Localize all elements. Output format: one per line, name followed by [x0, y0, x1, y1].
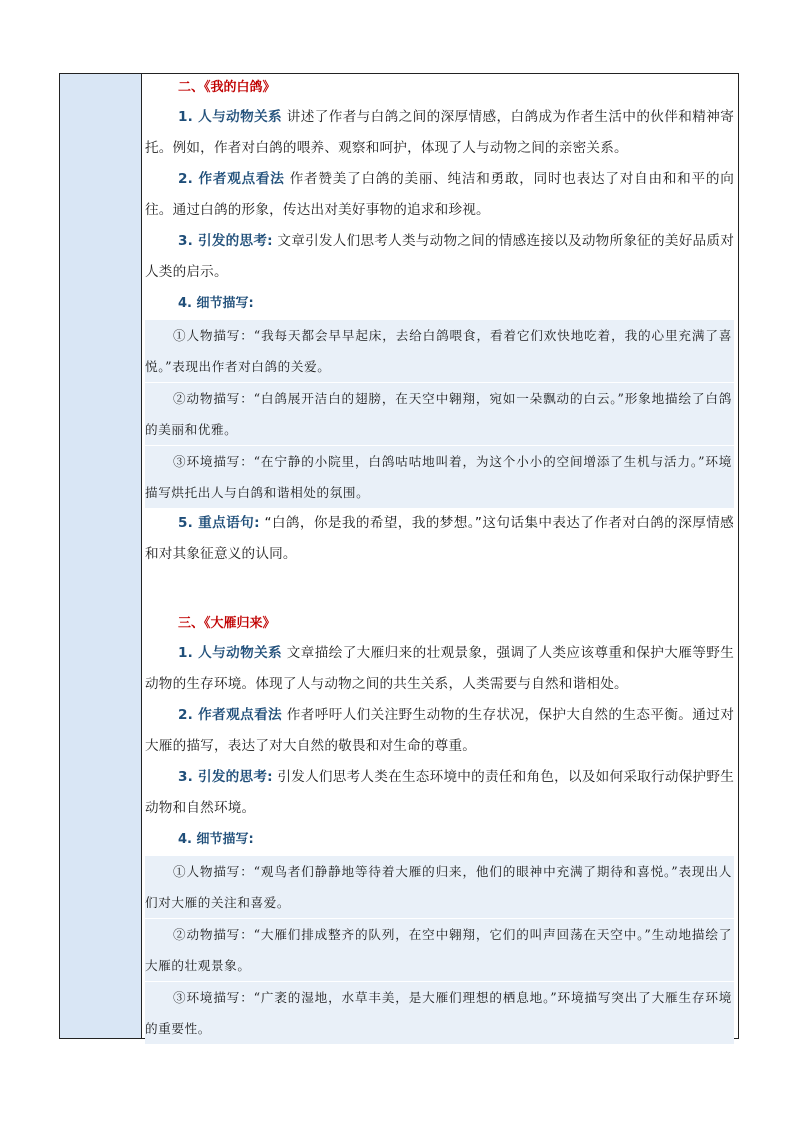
- label-key-sentence: 5. 重点语句:: [178, 515, 260, 531]
- document-table: [59, 73, 739, 1039]
- text-author-view: 作者呼吁人们关注野生动物的生存状况，保护大自然的生态平衡。通过对大雁的描写，表达了对大自然的敬畏和对生命的尊重。: [145, 707, 735, 754]
- label-author-view: 2. 作者观点看法: [178, 171, 285, 187]
- label-relationship: 1. 人与动物关系: [178, 645, 283, 661]
- section-title-wild-geese: 三、《大雁归来》: [178, 616, 276, 631]
- detail-heading: 4. 细节描写:: [178, 832, 254, 847]
- detail-environment: ③环境描写：“广袤的湿地，水草丰美，是大雁们理想的栖息地。”环境描写突出了大雁生存环境的重要性。: [145, 981, 734, 1044]
- content-cell: [142, 74, 738, 1038]
- detail-animal: ②动物描写：“白鸽展开洁白的翅膀，在天空中翱翔，宛如一朵飘动的白云。”形象地描绘了白鸽的美丽和优雅。: [145, 382, 734, 445]
- detail-character: ①人物描写：“观鸟者们静静地等待着大雁的归来，他们的眼神中充满了期待和喜悦。”表现出人们对大雁的关注和喜爱。: [145, 855, 734, 918]
- detail-animal: ②动物描写：“大雁们排成整齐的队列，在空中翱翔，它们的叫声回荡在天空中。”生动地描绘了大雁的壮观景象。: [145, 918, 734, 981]
- paragraph-key-sentence: [145, 508, 734, 570]
- left-column: [60, 74, 142, 1038]
- section-spacer: [145, 570, 734, 610]
- paragraph-relationship: [145, 638, 734, 700]
- paragraph-relationship: [145, 102, 734, 164]
- text-author-view: 作者赞美了白鸽的美丽、纯洁和勇敢，同时也表达了对自由和和平的向往。通过白鸽的形象，传达出对美好事物的追求和珍视。: [145, 171, 734, 218]
- text-relationship: 文章描绘了大雁归来的壮观景象，强调了人类应该尊重和保护大雁等野生动物的生存环境。体现了人与动物之间的共生关系，人类需要与自然和谐相处。: [145, 645, 735, 692]
- text-reflection: 文章引发人们思考人类与动物之间的情感连接以及动物所象征的美好品质对人类的启示。: [145, 233, 734, 280]
- text-relationship: 讲述了作者与白鸽之间的深厚情感，白鸽成为作者生活中的伙伴和精神寄托。例如，作者对白鸽的喂养、观察和呵护，体现了人与动物之间的亲密关系。: [145, 109, 735, 156]
- paragraph-reflection: [145, 762, 734, 824]
- section-title-white-dove: 二、《我的白鸽》: [178, 80, 276, 95]
- label-reflection: 3. 引发的思考:: [178, 233, 273, 249]
- paragraph-author-view: [145, 700, 734, 762]
- detail-environment: ③环境描写：“在宁静的小院里，白鸽咕咕地叫着，为这个小小的空间增添了生机与活力。”环境描写烘托出人与白鸽和谐相处的氛围。: [145, 445, 734, 508]
- detail-character: ①人物描写：“我每天都会早早起床，去给白鸽喂食，看着它们欢快地吃着，我的心里充满了喜悦。”表现出作者对白鸽的关爱。: [145, 319, 734, 382]
- paragraph-reflection: [145, 226, 734, 288]
- label-relationship: 1. 人与动物关系: [178, 109, 283, 125]
- label-reflection: 3. 引发的思考:: [178, 769, 273, 785]
- label-author-view: 2. 作者观点看法: [178, 707, 283, 723]
- text-key-sentence: “白鸽，你是我的希望，我的梦想。”这句话集中表达了作者对白鸽的深厚情感和对其象征意义的认同。: [145, 515, 734, 562]
- text-reflection: 引发人们思考人类在生态环境中的责任和角色，以及如何采取行动保护野生动物和自然环境。: [145, 769, 734, 816]
- paragraph-author-view: [145, 164, 734, 226]
- detail-heading: 4. 细节描写:: [178, 296, 254, 311]
